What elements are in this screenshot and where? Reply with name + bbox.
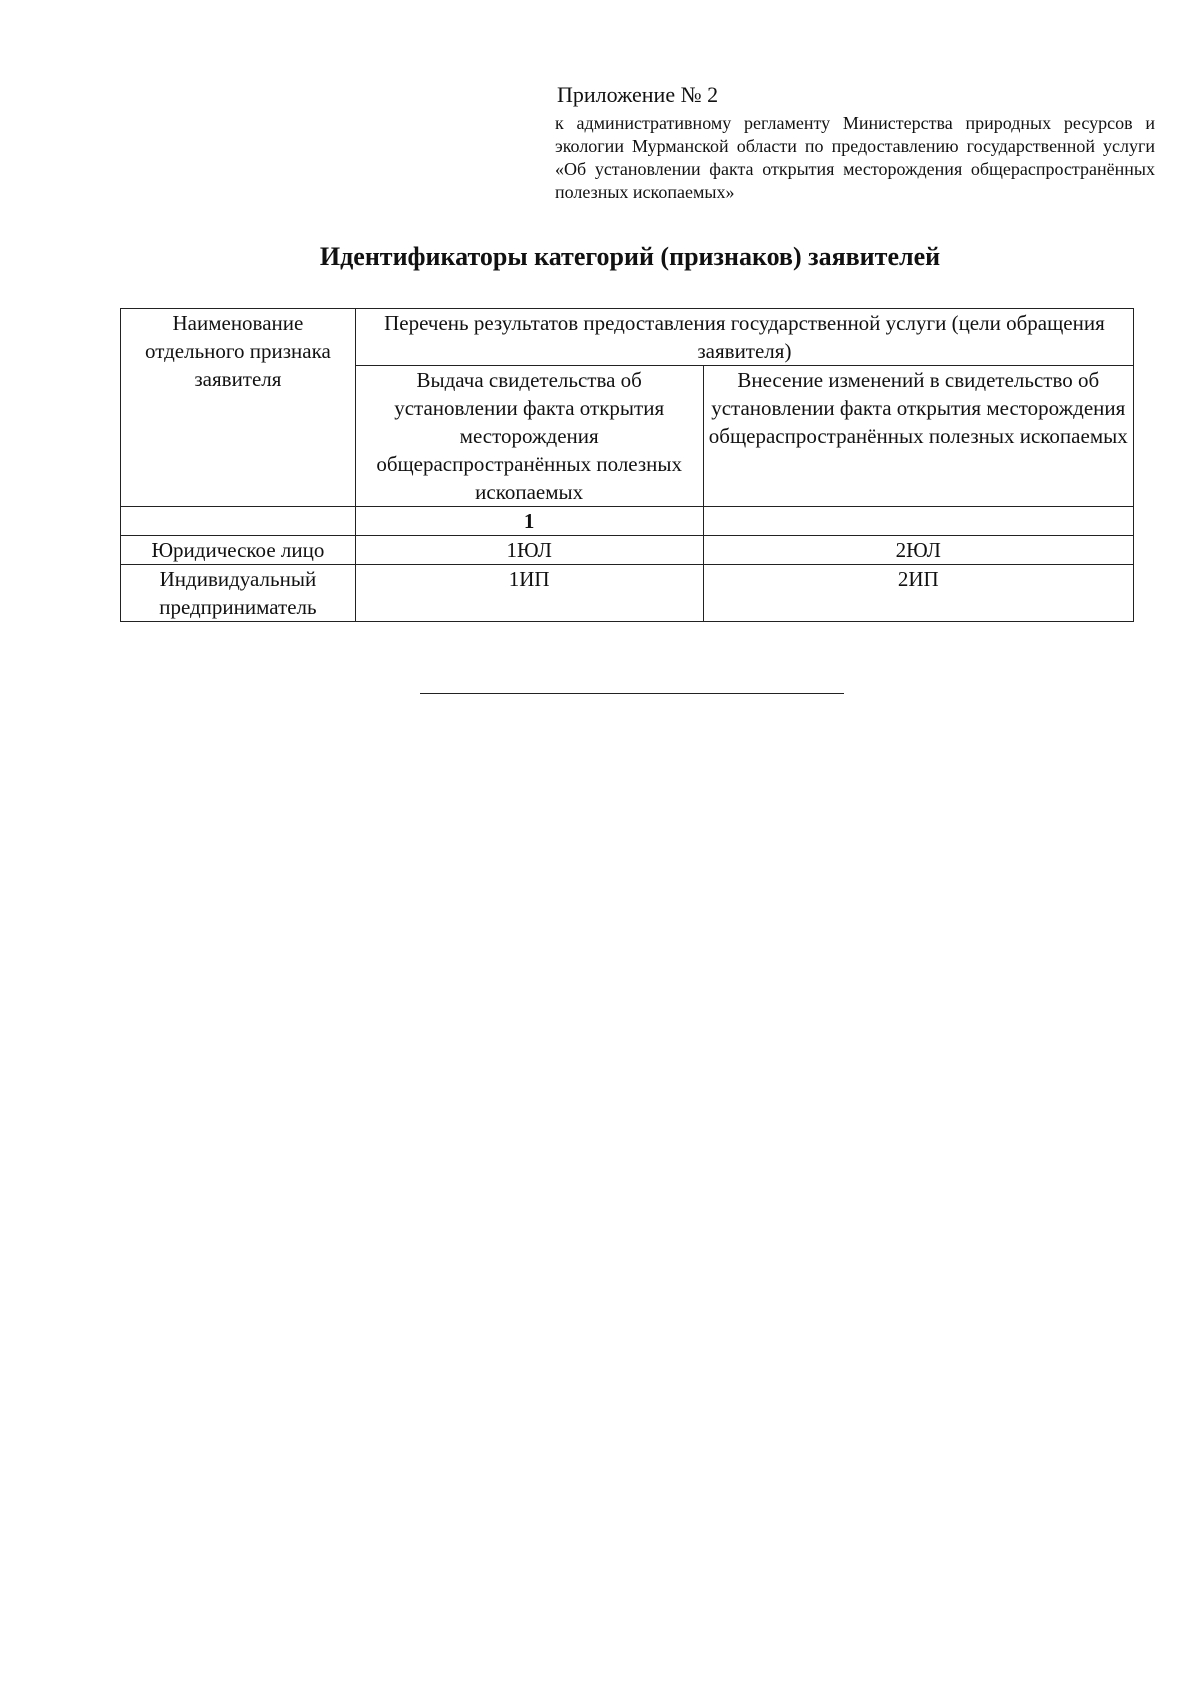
number-cell-a: 1 [355,507,703,536]
number-cell-b [703,507,1133,536]
col-a-header: Выдача свидетельства об установлении факта открытия месторождения общераспространённых полезных ископаемых [355,366,703,507]
col-b-header: Внесение изменений в свидетельство об установлении факта открытия месторождения общераспространённых полезных ископаемых [703,366,1133,507]
row-name-cell: Юридическое лицо [121,536,356,565]
row-name-cell: Индивидуальный предприниматель [121,565,356,622]
table-header-row-1 [121,309,1134,366]
appendix-block [555,80,1155,204]
document-heading: Идентификаторы категорий (признаков) заявителей [319,242,941,271]
appendix-title: Приложение № 2 [557,82,719,107]
row-b-cell: 2ИП [703,565,1133,622]
col-name-header: Наименование отдельного признака заявителя [121,309,356,507]
closing-divider [420,693,844,694]
table-row [121,536,1134,565]
number-row [121,507,1134,536]
table-row [121,565,1134,622]
row-b-cell: 2ЮЛ [703,536,1133,565]
number-cell-name [121,507,356,536]
group-header: Перечень результатов предоставления государственной услуги (цели обращения заявителя) [355,309,1133,366]
row-a-cell: 1ЮЛ [355,536,703,565]
appendix-text: к административному регламенту Министерства природных ресурсов и экологии Мурманской области по предоставлению государственной услуги «Об установлении факта открытия месторождения общераспространённых полезных ископаемых» [555,113,1155,202]
identifiers-table [120,308,1134,622]
row-a-cell: 1ИП [355,565,703,622]
